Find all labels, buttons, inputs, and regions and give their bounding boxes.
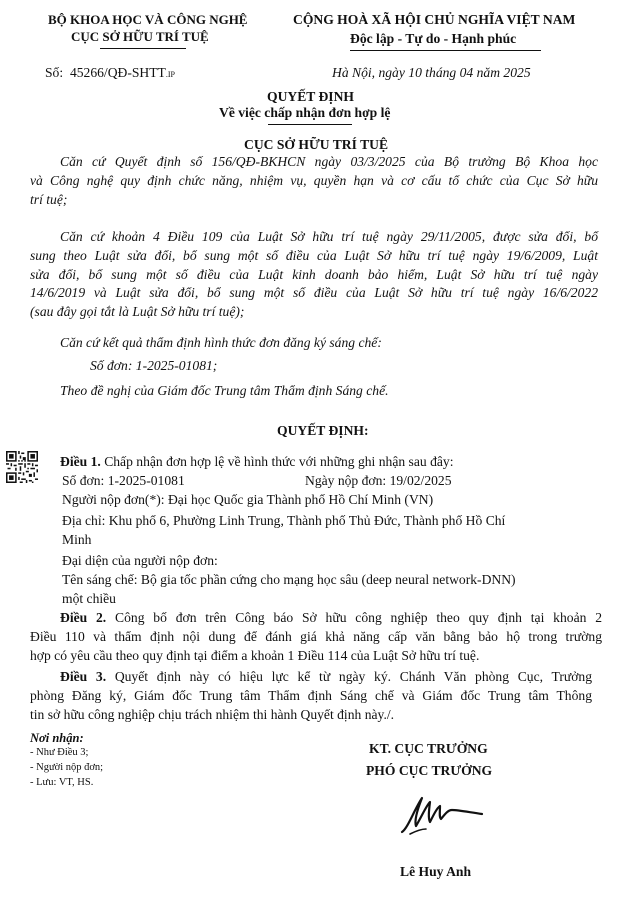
preamble-4: Theo đề nghị của Giám đốc Trung tâm Thẩm định Sáng chế. [60,383,389,398]
preamble-1-line1: Căn cứ Quyết định số 156/QĐ-BKHCN ngày 03/3/2025 của Bộ trưởng Bộ Khoa học [60,154,598,169]
preamble-2-line2: sung theo Luật sửa đổi, bổ sung một số điều của Luật Sở hữu trí tuệ ngày 19/6/2009, Luật [30,247,598,263]
qr-code-icon [6,451,38,483]
article-1 [60,453,453,472]
representative: Đại diện của người nộp đơn: [62,553,218,568]
applicant: Người nộp đơn(*): Đại học Quốc gia Thành phố Hồ Chí Minh (VN) [62,492,434,507]
preamble-2-line3: sửa đổi, bổ sung một số điều của Luật kinh doanh bảo hiểm, Luật Sở hữu trí tuệ ngày [30,266,598,282]
preamble-2-line4: 14/6/2019 và Luật sửa đổi, bổ sung một số điều của Luật Sở hữu trí tuệ ngày 16/6/2022 [30,285,598,301]
filing-date: Ngày nộp đơn: 19/02/2025 [305,473,452,488]
applicant-address-line2: Minh [62,532,92,547]
article-3-label: Điều 3. [60,669,107,684]
article-3-line1 [30,668,592,687]
preamble-2 [30,228,598,322]
recipient-item: - Lưu: VT, HS. [30,777,94,788]
preamble-1-line2: và Công nghệ quy định chức năng, nhiệm vụ, quyền hạn và cơ cấu tổ chức của Cục Sở hữu [30,172,598,188]
article-1-text: Chấp nhận đơn hợp lệ về hình thức với những ghi nhận sau đây: [104,454,454,469]
title-underline [268,124,352,125]
recipient-item: - Như Điều 3; [30,747,89,758]
preamble-1-line3: trí tuệ; [30,191,68,207]
country-name: CỘNG HOÀ XÃ HỘI CHỦ NGHĨA VIỆT NAM [293,12,576,27]
preamble-3-application: Số đơn: 1-2025-01081; [90,358,218,373]
invention-title-line2: một chiều [62,591,116,606]
agency-name: CỤC SỞ HỮU TRÍ TUỆ [71,29,209,44]
agency-underline [100,48,186,49]
article-3 [30,668,592,724]
number-label: Số: [45,65,64,80]
authority-heading: CỤC SỞ HỮU TRÍ TUỆ [244,137,389,152]
preamble-2-line1: Căn cứ khoản 4 Điều 109 của Luật Sở hữu trí tuệ ngày 29/11/2005, được sửa đổi, bổ [60,229,598,244]
title-sub: Về việc chấp nhận đơn hợp lệ [219,105,391,120]
article-2-line1 [30,609,602,628]
preamble-1 [30,153,598,209]
ministry-name: BỘ KHOA HỌC VÀ CÔNG NGHỆ [48,12,248,27]
decision-heading: QUYẾT ĐỊNH: [277,423,369,438]
signature-role-1: KT. CỤC TRƯỞNG [369,741,488,756]
applicant-address-line1: Địa chỉ: Khu phố 6, Phường Linh Trung, Thành phố Thủ Đức, Thành phố Hồ Chí [62,513,506,528]
article-3-text1: Quyết định này có hiệu lực kể từ ngày ký. Chánh Văn phòng Cục, Trưởng [114,669,593,684]
signature-role-2: PHÓ CỤC TRƯỞNG [366,763,493,778]
article-2-line2: Điều 110 và thẩm định nội dung để đánh giá khả năng cấp văn bằng bảo hộ trong trường [30,628,602,644]
number-suffix: .IP [165,70,175,79]
number-value: 45266/QĐ-SHTT [69,65,166,80]
motto-underline [350,50,541,51]
article-2-text1: Công bố đơn trên Công báo Sở hữu công nghiệp theo quy định tại khoản 2 [115,610,603,625]
article-2-label: Điều 2. [60,610,107,625]
handwritten-signature [396,788,486,838]
invention-title-line1: Tên sáng chế: Bộ gia tốc phần cứng cho mạng học sâu (deep neural network-DNN) [62,572,516,587]
recipients-label: Nơi nhận: [30,731,84,745]
recipient-item: - Người nộp đơn; [30,762,104,773]
document-number [45,64,175,85]
article-3-line2: phòng Đăng ký, Giám đốc Trung tâm Thẩm định Sáng chế và Giám đốc Trung tâm Thông [30,687,592,703]
title-main: QUYẾT ĐỊNH [267,89,354,104]
article-2 [30,609,602,665]
motto: Độc lập - Tự do - Hạnh phúc [350,31,517,46]
signer-name: Lê Huy Anh [400,864,472,879]
article-3-line3: tin sở hữu công nghiệp chịu trách nhiệm thi hành Quyết định này./. [30,706,395,722]
article-1-label: Điều 1. [60,454,101,469]
application-number: Số đơn: 1-2025-01081 [62,473,185,488]
preamble-3: Căn cứ kết quả thẩm định hình thức đơn đăng ký sáng chế: [60,335,382,350]
preamble-2-line5: (sau đây gọi tắt là Luật Sở hữu trí tuệ); [30,304,245,320]
article-2-line3: hợp có yêu cầu theo quy định tại điểm a khoản 1 Điều 114 của Luật Sở hữu trí tuệ. [30,647,480,663]
place-date: Hà Nội, ngày 10 tháng 04 năm 2025 [332,65,531,80]
